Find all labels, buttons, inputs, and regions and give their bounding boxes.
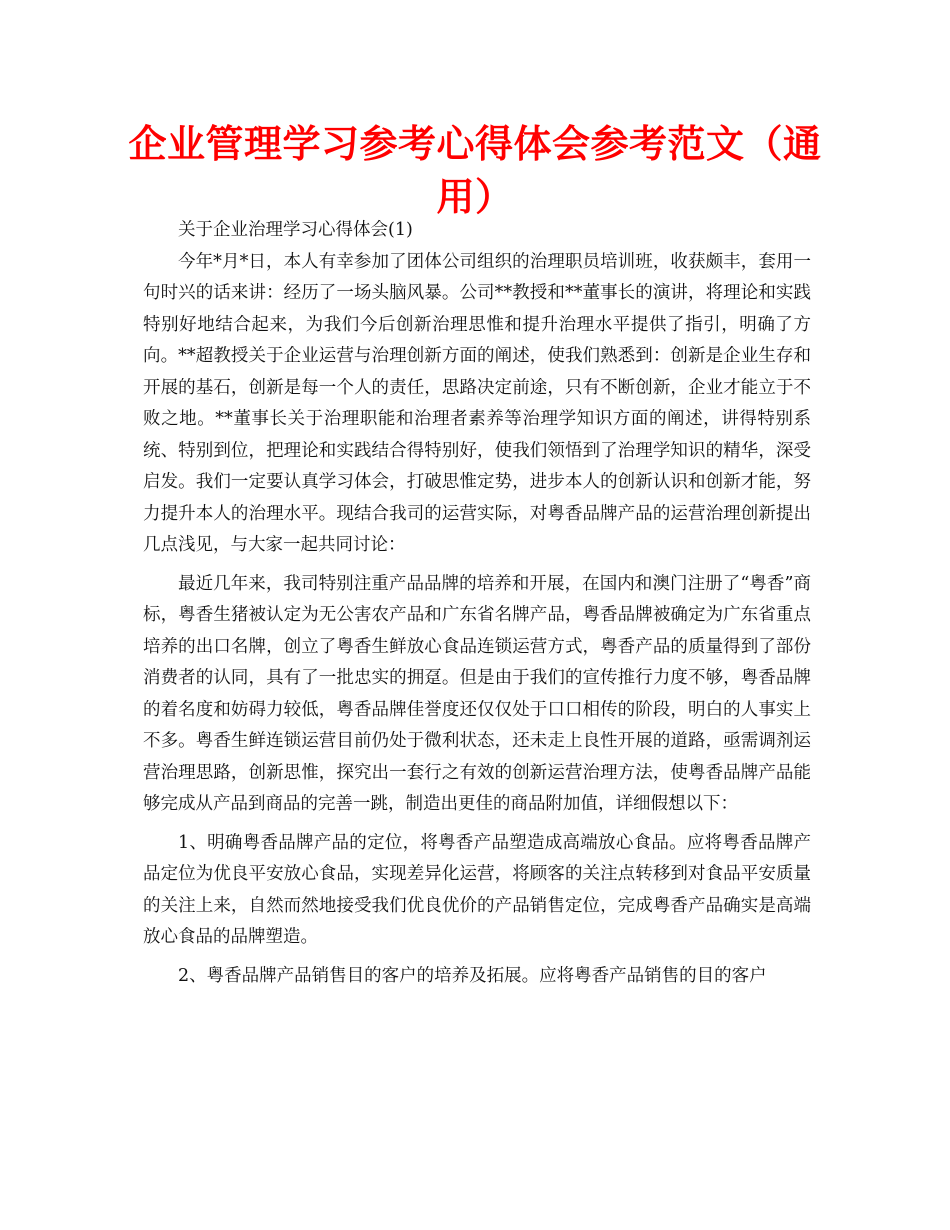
document-body xyxy=(143,215,811,992)
paragraph-point-1: 1、明确粤香品牌产品的定位，将粤香产品塑造成高端放心食品。应将粤香品牌产品定位为优良平安放心食品，实现差异化运营，将顾客的关注点转移到对食品平安质量的关注上来，自然而然地接受我们优良优价的产品销售定位，完成粤香产品确实是高端 放心食品的品牌塑造。 xyxy=(143,832,811,947)
paragraph-subtitle: 关于企业治理学习心得体会(1) xyxy=(178,220,413,240)
paragraph-intro: 今年*月*日，本人有幸参加了团体公司组织的治理职员培训班，收获颇丰，套用一句时兴的话来讲：经历了一场头脑风暴。公司**教授和**董事长的演讲，将理论和实践特别好地结合起来，为我们今后创新治理思惟和提升治理水平提供了指引，明确了方向。**超教授关于企业运营与治理创新方面的阐述，使我们熟悉到：创新是企业生存和开展的基石，创新是每一个人的责任，思路决定前途，只有不断创新，企业才能立于不败之地。**董事长关于治理职能和治理者素养等治理学知识方面的阐述，讲得特别系统、特别到位，把理论和实践结合得特别好，使我们领悟到了治理学知识的精华，深受启发。我们一定要认真学习体会，打破思惟定势，进步本人的创新认识和创新才能，努力提升本人的治理水平。现结合我司的运营实际，对粤香品牌产品的运营治理创新提出几点浅见，与大家一起共同讨论： xyxy=(143,251,811,555)
paragraph-point-2: 2、粤香品牌产品销售目的客户的培养及拓展。应将粤香产品销售的目的客户 xyxy=(178,965,767,986)
document-title: 企业管理学习参考心得体会参考范文（通用） xyxy=(128,122,822,219)
paragraph-background: 最近几年来，我司特别注重产品品牌的培养和开展，在国内和澳门注册了“粤香”商标，粤香生猪被认定为无公害农产品和广东省名牌产品，粤香品牌被确定为广东省重点培养的出口名牌，创立了粤香生鲜放心食品连锁运营方式，粤香产品的质量得到了部份消费者的认同，具有了一批忠实的拥趸。但是由于我们的宣传推行力度不够，粤香品牌的着名度和妨碍力较低，粤香品牌佳誉度还仅仅处于口口相传的阶段，明白的人事实上不多。粤香生鲜连锁运营目前仍处于微利状态，还未走上良性开展的道路，亟需调剂运营治理思路，创新思惟，探究出一套行之有效的创新运营治理方法，使粤香品牌产品能够完成从产品到商品的完善一跳，制造出更佳的商品附加值，详细假想以下： xyxy=(143,573,811,814)
